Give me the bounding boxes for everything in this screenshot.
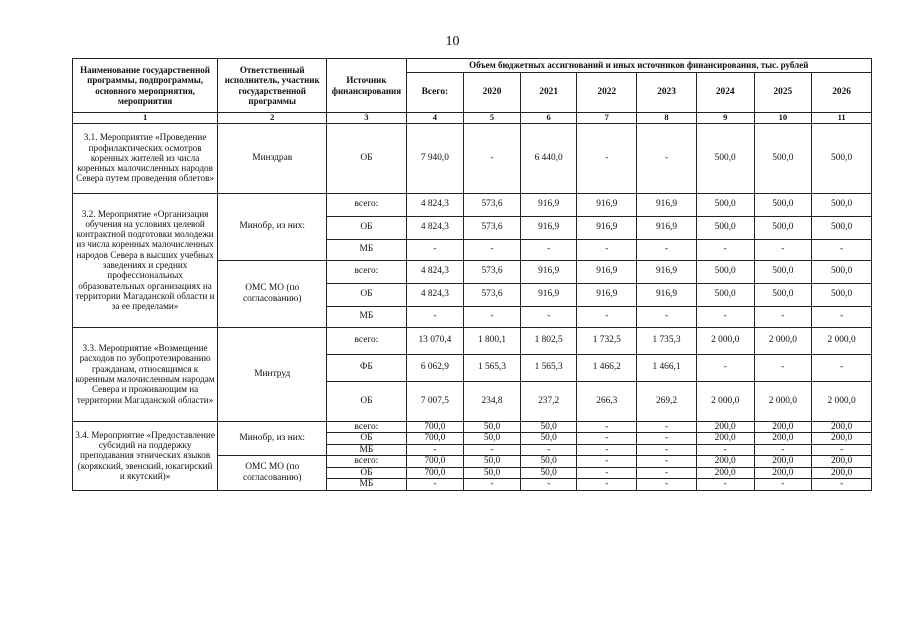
value-cell: 50,0: [520, 456, 577, 468]
source-cell: всего:: [327, 327, 406, 354]
value-cell: -: [577, 433, 637, 445]
value-cell: -: [577, 444, 637, 456]
value-cell: 500,0: [754, 216, 812, 239]
value-cell: -: [637, 479, 697, 491]
value-cell: 500,0: [696, 216, 754, 239]
source-cell: всего:: [327, 421, 406, 433]
value-cell: 200,0: [696, 456, 754, 468]
value-cell: -: [464, 479, 521, 491]
value-cell: 50,0: [464, 433, 521, 445]
value-cell: -: [812, 306, 872, 327]
activity-name: 3.1. Мероприятие «Проведение профилактических осмотров коренных жителей из числа коренных малочисленных народов Севера путем проведения облетов»: [73, 123, 218, 193]
value-cell: 200,0: [696, 421, 754, 433]
executor-cell: Минобр, из них:: [218, 193, 327, 260]
source-cell: ОБ: [327, 216, 406, 239]
value-cell: 700,0: [406, 467, 464, 479]
value-cell: 1 732,5: [577, 327, 637, 354]
value-cell: 700,0: [406, 421, 464, 433]
value-cell: -: [464, 306, 521, 327]
header-executor: Ответственный исполнитель, участник государственной программы: [218, 59, 327, 113]
source-cell: МБ: [327, 479, 406, 491]
activity-name: 3.4. Мероприятие «Предоставление субсидий на поддержку преподавания этнических языков (корякский, эвенский, юкагирский и якутский)»: [73, 421, 218, 490]
index-cell: 8: [637, 113, 697, 124]
value-cell: -: [637, 444, 697, 456]
executor-cell: Минздрав: [218, 123, 327, 193]
value-cell: 4 824,3: [406, 216, 464, 239]
value-cell: -: [696, 354, 754, 381]
value-cell: 500,0: [812, 283, 872, 306]
value-cell: 916,9: [520, 283, 577, 306]
value-cell: -: [520, 239, 577, 260]
index-cell: 6: [520, 113, 577, 124]
value-cell: 13 070,4: [406, 327, 464, 354]
value-cell: 6 440,0: [520, 123, 577, 193]
value-cell: -: [406, 479, 464, 491]
index-cell: 10: [754, 113, 812, 124]
header-year: 2020: [464, 73, 521, 113]
value-cell: 6 062,9: [406, 354, 464, 381]
value-cell: -: [464, 123, 521, 193]
value-cell: 1 800,1: [464, 327, 521, 354]
value-cell: 2 000,0: [696, 327, 754, 354]
value-cell: 200,0: [754, 467, 812, 479]
header-year: 2025: [754, 73, 812, 113]
index-cell: 4: [406, 113, 464, 124]
value-cell: 200,0: [812, 456, 872, 468]
value-cell: 916,9: [577, 193, 637, 216]
executor-cell: Минтруд: [218, 327, 327, 421]
source-cell: ОБ: [327, 381, 406, 421]
value-cell: 234,8: [464, 381, 521, 421]
value-cell: 500,0: [754, 260, 812, 283]
value-cell: 200,0: [754, 456, 812, 468]
value-cell: 700,0: [406, 433, 464, 445]
value-cell: 573,6: [464, 193, 521, 216]
value-cell: 50,0: [520, 421, 577, 433]
value-cell: -: [696, 479, 754, 491]
index-cell: 1: [73, 113, 218, 124]
value-cell: 700,0: [406, 456, 464, 468]
value-cell: 500,0: [754, 193, 812, 216]
value-cell: -: [696, 444, 754, 456]
value-cell: 50,0: [464, 421, 521, 433]
value-cell: 916,9: [577, 283, 637, 306]
value-cell: 200,0: [696, 467, 754, 479]
executor-cell: ОМС МО (по согласованию): [218, 456, 327, 491]
value-cell: -: [637, 456, 697, 468]
header-year: 2023: [637, 73, 697, 113]
value-cell: 2 000,0: [696, 381, 754, 421]
value-cell: 573,6: [464, 283, 521, 306]
value-cell: 916,9: [577, 216, 637, 239]
value-cell: 2 000,0: [812, 327, 872, 354]
value-cell: 269,2: [637, 381, 697, 421]
value-cell: -: [464, 239, 521, 260]
value-cell: 916,9: [577, 260, 637, 283]
source-cell: ФБ: [327, 354, 406, 381]
value-cell: 50,0: [464, 467, 521, 479]
value-cell: -: [696, 306, 754, 327]
value-cell: -: [577, 306, 637, 327]
value-cell: -: [520, 444, 577, 456]
value-cell: 500,0: [696, 123, 754, 193]
value-cell: 500,0: [812, 123, 872, 193]
value-cell: 2 000,0: [812, 381, 872, 421]
header-source: Источник финансирования: [327, 59, 406, 113]
header-year: 2024: [696, 73, 754, 113]
value-cell: 1 735,3: [637, 327, 697, 354]
table-row: [73, 193, 872, 216]
source-cell: МБ: [327, 306, 406, 327]
executor-cell: ОМС МО (по согласованию): [218, 260, 327, 327]
value-cell: -: [696, 239, 754, 260]
value-cell: -: [812, 444, 872, 456]
value-cell: 50,0: [464, 456, 521, 468]
value-cell: 573,6: [464, 216, 521, 239]
value-cell: 1 466,2: [577, 354, 637, 381]
index-cell: 7: [577, 113, 637, 124]
value-cell: 916,9: [637, 260, 697, 283]
value-cell: 200,0: [754, 421, 812, 433]
value-cell: 916,9: [637, 283, 697, 306]
header-year: 2022: [577, 73, 637, 113]
value-cell: -: [577, 456, 637, 468]
value-cell: -: [754, 444, 812, 456]
header-year: 2021: [520, 73, 577, 113]
value-cell: 4 824,3: [406, 193, 464, 216]
value-cell: -: [754, 354, 812, 381]
value-cell: 237,2: [520, 381, 577, 421]
source-cell: МБ: [327, 239, 406, 260]
value-cell: 500,0: [812, 260, 872, 283]
index-cell: 5: [464, 113, 521, 124]
value-cell: -: [406, 444, 464, 456]
value-cell: -: [464, 444, 521, 456]
value-cell: 916,9: [637, 193, 697, 216]
header-total: Всего:: [406, 73, 464, 113]
value-cell: -: [577, 239, 637, 260]
value-cell: -: [520, 306, 577, 327]
value-cell: 500,0: [812, 216, 872, 239]
header-volume: Объем бюджетных ассигнований и иных источников финансирования, тыс. рублей: [406, 59, 871, 73]
value-cell: 7 940,0: [406, 123, 464, 193]
table-row: [73, 421, 872, 433]
source-cell: всего:: [327, 193, 406, 216]
value-cell: -: [520, 479, 577, 491]
value-cell: 50,0: [520, 433, 577, 445]
value-cell: 500,0: [812, 193, 872, 216]
value-cell: 500,0: [754, 123, 812, 193]
value-cell: 4 824,3: [406, 283, 464, 306]
header-name: Наименование государственной программы, подпрограммы, основного мероприятия, мероприятия: [73, 59, 218, 113]
value-cell: 200,0: [812, 467, 872, 479]
value-cell: 7 007,5: [406, 381, 464, 421]
value-cell: -: [637, 421, 697, 433]
value-cell: -: [812, 479, 872, 491]
value-cell: -: [637, 123, 697, 193]
value-cell: -: [637, 467, 697, 479]
value-cell: 573,6: [464, 260, 521, 283]
value-cell: 1 565,3: [464, 354, 521, 381]
value-cell: 200,0: [696, 433, 754, 445]
activity-name: 3.3. Мероприятие «Возмещение расходов по зубопротезированию гражданам, относящимся к коренным малочисленным народам Севера и проживающим на территории Магаданской области»: [73, 327, 218, 421]
value-cell: -: [637, 306, 697, 327]
value-cell: -: [577, 421, 637, 433]
source-cell: ОБ: [327, 123, 406, 193]
source-cell: ОБ: [327, 283, 406, 306]
value-cell: 50,0: [520, 467, 577, 479]
activity-name: 3.2. Мероприятие «Организация обучения на условиях целевой контрактной подготовки молодежи из числа коренных малочисленных народов Севера в высших учебных заведениях и средних профессиональных образовательных организациях на территории Магаданской области и за ее пределами»: [73, 193, 218, 327]
value-cell: 200,0: [812, 421, 872, 433]
value-cell: 500,0: [696, 193, 754, 216]
value-cell: -: [812, 354, 872, 381]
value-cell: 4 824,3: [406, 260, 464, 283]
value-cell: -: [577, 467, 637, 479]
value-cell: -: [577, 479, 637, 491]
value-cell: -: [812, 239, 872, 260]
header-year: 2026: [812, 73, 872, 113]
value-cell: 500,0: [696, 283, 754, 306]
value-cell: 916,9: [520, 193, 577, 216]
value-cell: -: [406, 239, 464, 260]
source-cell: ОБ: [327, 433, 406, 445]
value-cell: 2 000,0: [754, 381, 812, 421]
value-cell: 916,9: [520, 216, 577, 239]
value-cell: -: [754, 479, 812, 491]
value-cell: 916,9: [637, 216, 697, 239]
value-cell: 200,0: [754, 433, 812, 445]
value-cell: 500,0: [754, 283, 812, 306]
value-cell: 2 000,0: [754, 327, 812, 354]
value-cell: -: [577, 123, 637, 193]
value-cell: -: [637, 239, 697, 260]
source-cell: всего:: [327, 456, 406, 468]
table-row: [73, 327, 872, 354]
page-number: 10: [445, 34, 460, 49]
value-cell: -: [754, 239, 812, 260]
value-cell: 500,0: [696, 260, 754, 283]
value-cell: 266,3: [577, 381, 637, 421]
value-cell: 1 565,3: [520, 354, 577, 381]
value-cell: 1 802,5: [520, 327, 577, 354]
index-cell: 11: [812, 113, 872, 124]
source-cell: МБ: [327, 444, 406, 456]
value-cell: 1 466,1: [637, 354, 697, 381]
value-cell: -: [406, 306, 464, 327]
value-cell: -: [637, 433, 697, 445]
index-cell: 9: [696, 113, 754, 124]
source-cell: ОБ: [327, 467, 406, 479]
executor-cell: Минобр, из них:: [218, 421, 327, 456]
value-cell: 916,9: [520, 260, 577, 283]
index-cell: 3: [327, 113, 406, 124]
value-cell: -: [754, 306, 812, 327]
value-cell: 200,0: [812, 433, 872, 445]
table-row: [73, 123, 872, 193]
budget-table: [72, 58, 872, 491]
source-cell: всего:: [327, 260, 406, 283]
index-cell: 2: [218, 113, 327, 124]
